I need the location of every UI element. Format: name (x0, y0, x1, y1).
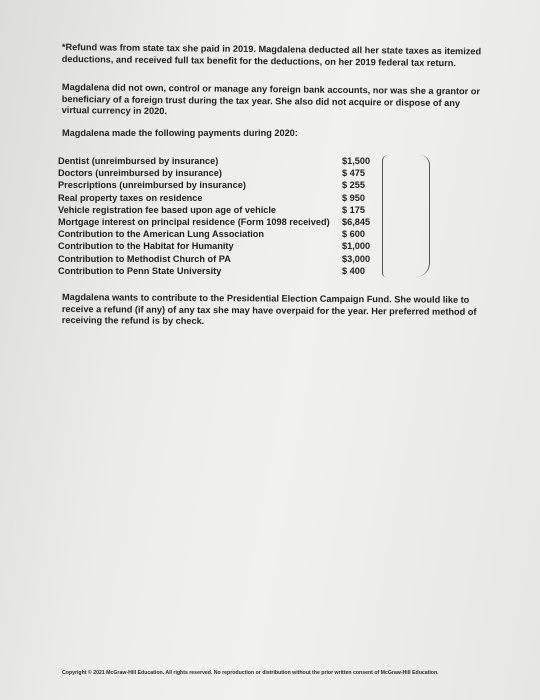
list-item (58, 192, 388, 204)
payment-label: Contribution to the American Lung Association (58, 229, 265, 240)
payments-intro: Magdalena made the following payments during 2020: (62, 128, 298, 138)
list-item (58, 265, 388, 277)
payment-amount: $ 255 (342, 180, 365, 191)
payment-amount: $3,000 (342, 253, 371, 264)
payment-amount: $ 175 (342, 204, 365, 215)
list-item (58, 155, 388, 167)
amount-column-bracket (382, 155, 430, 277)
payment-label: Prescriptions (unreimbursed by insurance) (58, 180, 246, 191)
list-item (58, 240, 388, 252)
election-fund-note: Magdalena wants to contribute to the Presidential Election Campaign Fund. She would like to receive a refund (if any) of any tax she may have overpaid for the year. Her preferred method of receiving the refund is by check. (61, 292, 477, 326)
payment-amount: $ 950 (342, 192, 365, 203)
copyright-footer: Copyright © 2021 McGraw-Hill Education. All rights reserved. No reproduction or distribution without the prior written consent of McGraw-Hill Education. (62, 670, 439, 676)
payment-label: Contribution to the Habitat for Humanity (58, 241, 234, 252)
payment-amount: $1,500 (342, 156, 371, 166)
payment-amount: $1,000 (342, 241, 371, 252)
payment-amount: $ 400 (342, 265, 365, 276)
list-item (58, 167, 388, 179)
payment-label: Vehicle registration fee based upon age of vehicle (58, 204, 277, 215)
payment-label: Contribution to Penn State University (58, 265, 222, 276)
payment-label: Dentist (unreimbursed by insurance) (58, 156, 219, 166)
payment-label: Contribution to Methodist Church of PA (58, 253, 231, 264)
list-item (58, 228, 388, 240)
payment-amount: $ 600 (342, 229, 365, 240)
list-item (58, 253, 388, 265)
list-item (58, 216, 388, 228)
payment-label: Real property taxes on residence (58, 192, 203, 203)
payment-amount: $ 475 (342, 168, 365, 179)
payments-list (58, 155, 388, 277)
foreign-accounts-note: Magdalena did not own, control or manage any foreign bank accounts, nor was she a grantor or beneficiary of a foreign trust during the tax year. She also did not acquire or dispose of any virtual currency in 2020. (61, 82, 481, 117)
refund-note: *Refund was from state tax she paid in 2019. Magdalena deducted all her state taxes as itemized deductions, and received full tax benefit for the deductions, on her 2019 federal tax return. (61, 42, 482, 68)
payment-label: Doctors (unreimbursed by insurance) (58, 168, 222, 179)
list-item (58, 179, 388, 191)
payment-label: Mortgage interest on principal residence (Form 1098 received) (58, 216, 330, 227)
payment-amount: $6,845 (342, 216, 371, 227)
list-item (58, 204, 388, 216)
